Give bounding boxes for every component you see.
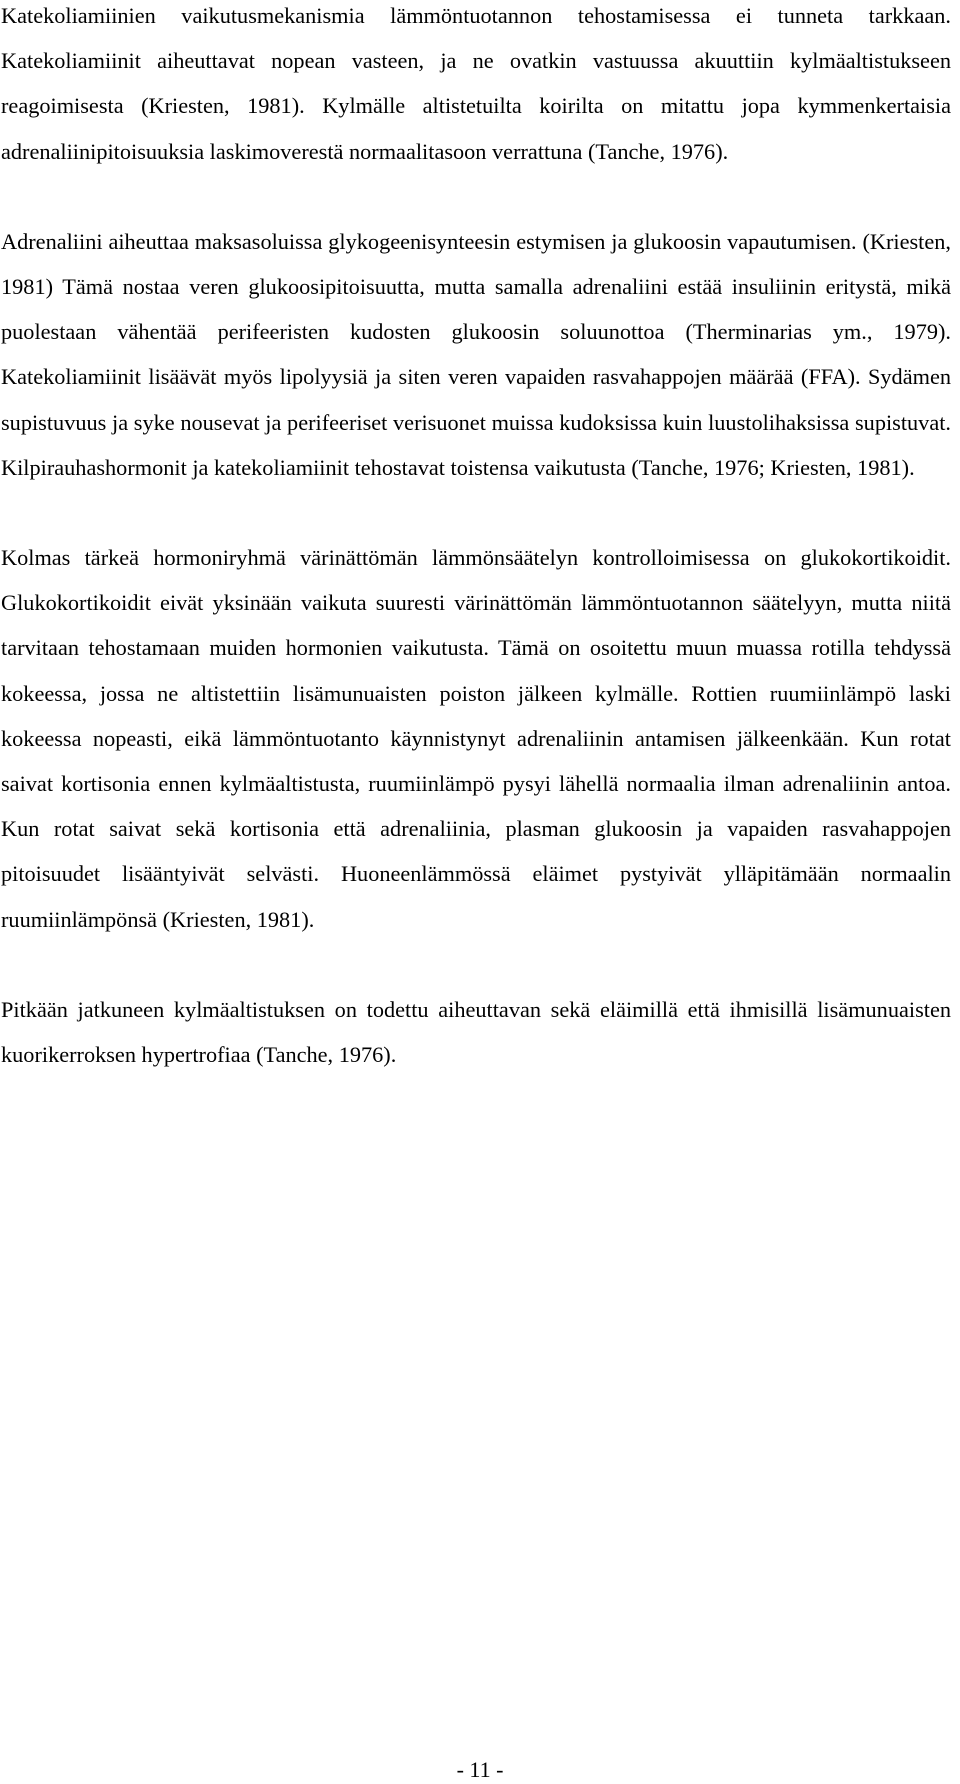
paragraph-adrenaline-effects: Adrenaliini aiheuttaa maksasoluissa glykogeenisynteesin estymisen ja glukoosin vapautumisen. (Kriesten, 1981) Tämä nostaa veren glukoosipitoisuutta, mutta samalla adrenaliini estää insuliinin eritystä, mikä puolestaan vähentää perifeeristen kudosten glukoosin soluunottoa (Therminarias ym., 1979). Katekoliamiinit lisäävät myös lipolyysiä ja siten veren vapaiden rasvahappojen määrää (FFA). Sydämen supistuvuus ja syke nousevat ja perifeeriset verisuonet muissa kudoksissa kuin luustolihaksissa supistuvat. Kilpirauhashormonit ja katekoliamiinit tehostavat toistensa vaikutusta (Tanche, 1976; Kriesten, 1981). bbox=[1, 228, 951, 480]
page-number: - 11 - bbox=[456, 1757, 504, 1782]
paragraph-adrenal-hypertrophy: Pitkään jatkuneen kylmäaltistuksen on todettu aiheuttavan sekä eläimillä että ihmisillä lisämunuaisten kuorikerroksen hypertrofiaa (Tanche, 1976). bbox=[1, 996, 951, 1068]
body-text bbox=[1, 0, 951, 1077]
paragraph-catecholamine-mechanism: Katekoliamiinien vaikutusmekanismia lämmöntuotannon tehostamisessa ei tunneta tarkkaan. Katekoliamiinit aiheuttavat nopean vasteen, ja ne ovatkin vastuussa akuuttiin kylmäaltistukseen reagoimisesta (Kriesten, 1981). Kylmälle altistetuilta koirilta on mitattu jopa kymmenkertaisia adrenaliinipitoisuuksia laskimoverestä normaalitasoon verrattuna (Tanche, 1976). bbox=[1, 3, 951, 164]
paragraph-glucocorticoids: Kolmas tärkeä hormoniryhmä värinättömän lämmönsäätelyn kontrolloimisessa on glukokortikoidit. Glukokortikoidit eivät yksinään vaikuta suuresti värinättömän lämmöntuotannon säätelyyn, mutta niitä tarvitaan tehostamaan muiden hormonien vaikutusta. Tämä on osoitettu muun muassa rotilla tehdyssä kokeessa, jossa ne altistettiin lisämunuaisten poiston jälkeen kylmälle. Rottien ruumiinlämpö laski kokeessa nopeasti, eikä lämmöntuotanto käynnistynyt adrenaliinin antamisen jälkeenkään. Kun rotat saivat kortisonia ennen kylmäaltistusta, ruumiinlämpö pysyi lähellä normaalia ilman adrenaliinin antoa. Kun rotat saivat sekä kortisonia että adrenaliinia, plasman glukoosin ja vapaiden rasvahappojen pitoisuudet lisääntyivät selvästi. Huoneenlämmössä eläimet pystyivät ylläpitämään normaalin ruumiinlämpönsä (Kriesten, 1981). bbox=[1, 545, 951, 932]
